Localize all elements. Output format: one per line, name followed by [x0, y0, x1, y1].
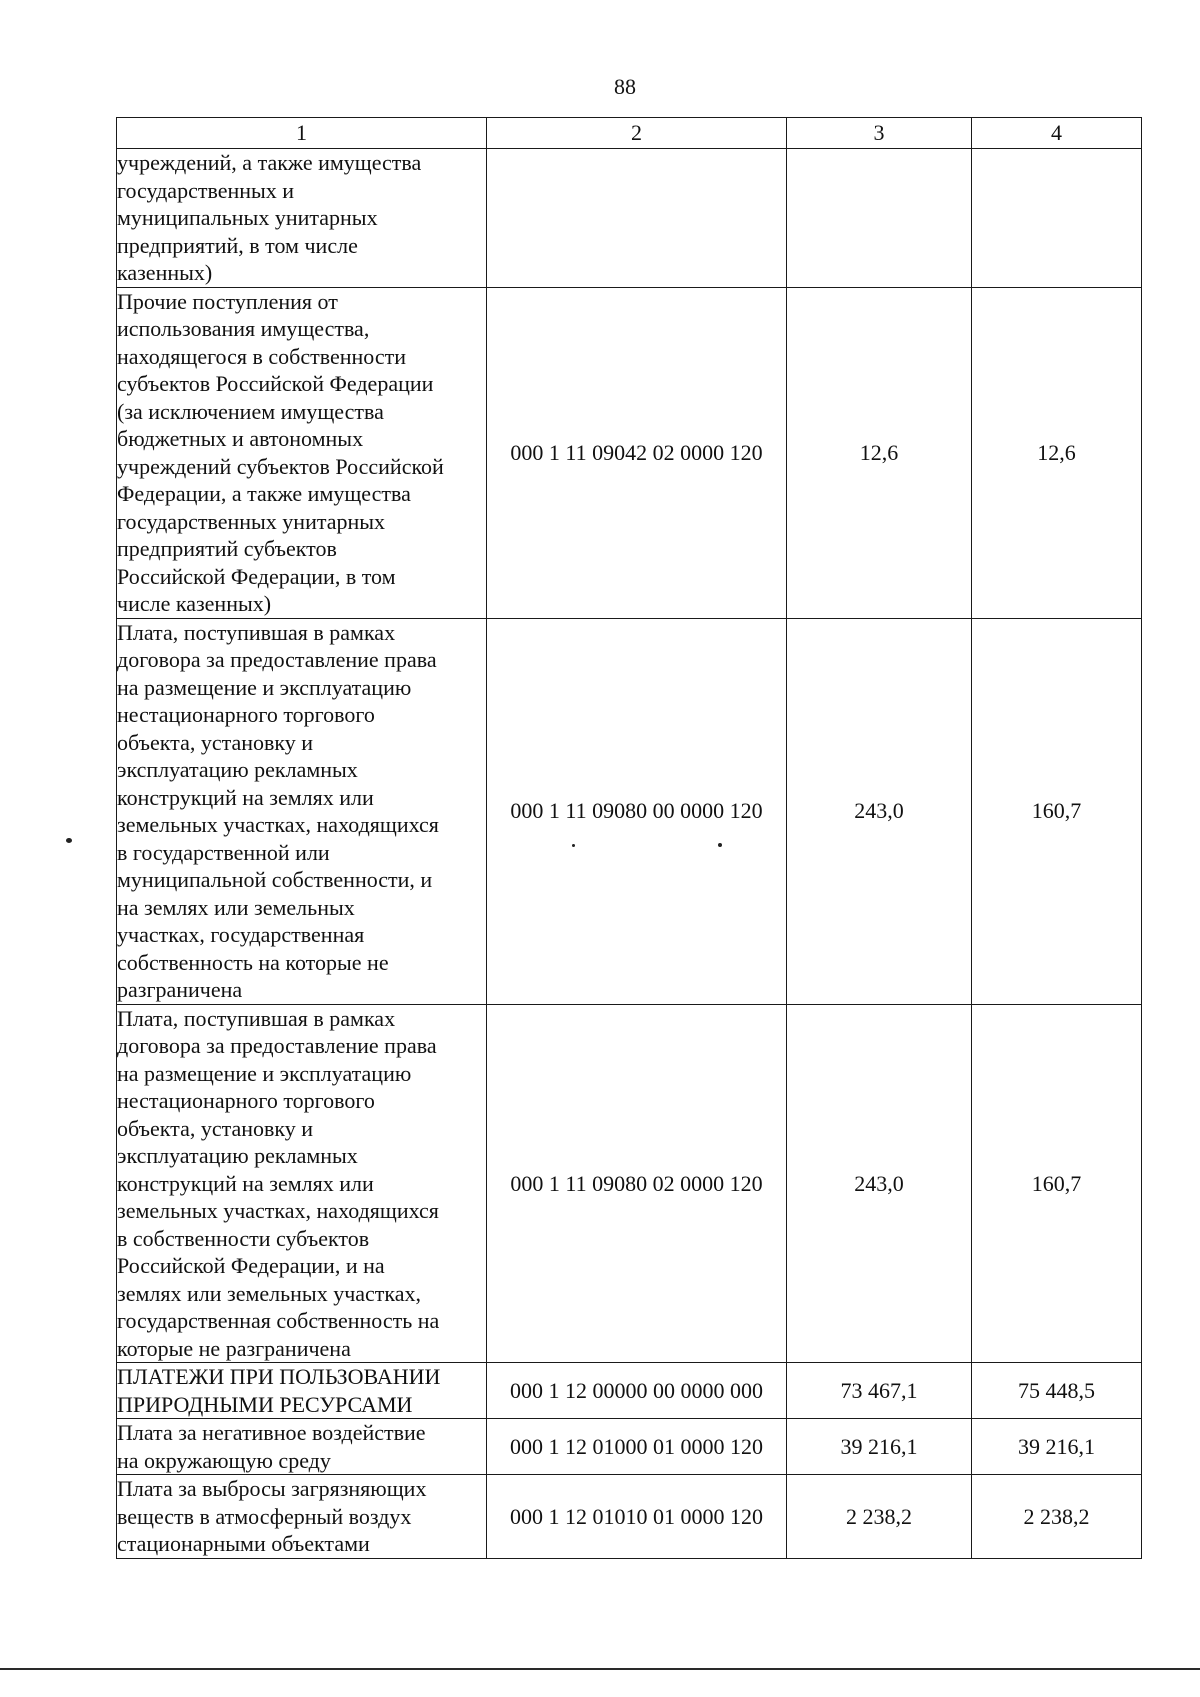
row-col4-cell: 12,6	[972, 287, 1142, 618]
row-col3-cell: 39 216,1	[787, 1419, 972, 1475]
row-name-line: на размещение и эксплуатацию	[117, 1060, 412, 1086]
row-code-cell: 000 1 11 09080 00 0000 120	[487, 618, 787, 1004]
table-row	[117, 618, 1142, 1004]
row-name-line: участках, государственная	[117, 922, 365, 947]
row-name-line: стационарными объектами	[117, 1531, 370, 1556]
row-col3-cell	[787, 149, 972, 288]
row-name-line: которые не разграничена	[117, 1335, 351, 1361]
row-name-line: разграничена	[117, 977, 243, 1002]
row-name-line: договора за предоставление права	[117, 1033, 437, 1058]
row-name-line: Плата, поступившая в рамках	[117, 1005, 396, 1031]
row-col4-cell: 160,7	[972, 1004, 1142, 1363]
table-row	[117, 1004, 1142, 1363]
row-name-line: нестационарного торгового	[117, 1088, 375, 1113]
row-name-line: муниципальных унитарных	[117, 205, 378, 230]
row-name-line: в собственности субъектов	[117, 1225, 370, 1251]
row-name-line: Федерации, а также имущества	[117, 481, 411, 506]
revenue-table	[116, 117, 1142, 1559]
header-col-4: 4	[972, 118, 1142, 149]
row-col3-cell: 12,6	[787, 287, 972, 618]
row-col4-cell: 160,7	[972, 618, 1142, 1004]
scan-speck	[572, 844, 575, 847]
row-name-cell	[117, 1004, 487, 1363]
row-name-line: Российской Федерации, и на	[117, 1253, 385, 1278]
row-name-cell	[117, 149, 487, 288]
row-name-line: земельных участках, находящихся	[117, 812, 439, 837]
row-name-line: Российской Федерации, в том	[117, 563, 396, 589]
row-name-line: Плата за негативное воздействие	[117, 1420, 426, 1445]
row-col3-cell: 2 238,2	[787, 1475, 972, 1559]
row-name-line: казенных)	[117, 260, 213, 285]
row-name-line: муниципальной собственности, и	[117, 867, 433, 892]
row-col3-cell: 243,0	[787, 618, 972, 1004]
header-col-2: 2	[487, 118, 787, 149]
table-row	[117, 1475, 1142, 1559]
row-col4-cell	[972, 149, 1142, 288]
scan-speck	[718, 843, 722, 847]
row-col4-cell: 39 216,1	[972, 1419, 1142, 1475]
row-name-line: на землях или земельных	[117, 894, 355, 920]
table-row	[117, 1363, 1142, 1419]
row-name-line: предприятий, в том числе	[117, 232, 358, 258]
row-col3-cell: 243,0	[787, 1004, 972, 1363]
row-name-line: объекта, установку и	[117, 1115, 314, 1141]
row-name-line: (за исключением имущества	[117, 398, 384, 424]
row-name-line: Прочие поступления от	[117, 288, 338, 314]
row-col3-cell: 73 467,1	[787, 1363, 972, 1419]
row-name-line: договора за предоставление права	[117, 647, 437, 672]
row-name-line: государственных и	[117, 177, 295, 203]
scan-speck	[66, 838, 72, 843]
row-name-cell	[117, 1475, 487, 1559]
row-name-line: на окружающую среду	[117, 1447, 331, 1473]
row-name-line: числе казенных)	[117, 591, 272, 616]
row-name-line: конструкций на землях или	[117, 784, 374, 810]
table-row	[117, 149, 1142, 288]
row-name-line: землях или земельных участках,	[117, 1280, 422, 1306]
row-col4-cell: 75 448,5	[972, 1363, 1142, 1419]
row-name-line: субъектов Российской Федерации	[117, 371, 434, 396]
row-name-line: предприятий субъектов	[117, 536, 337, 561]
row-code-cell	[487, 149, 787, 288]
row-name-line: Плата за выбросы загрязняющих	[117, 1476, 427, 1501]
row-name-cell	[117, 287, 487, 618]
row-name-line: эксплуатацию рекламных	[117, 757, 358, 782]
row-name-line: государственных унитарных	[117, 508, 386, 534]
row-name-line: на размещение и эксплуатацию	[117, 674, 412, 700]
row-name-line: учреждений, а также имущества	[117, 150, 422, 175]
row-name-line: бюджетных и автономных	[117, 426, 364, 451]
header-col-3: 3	[787, 118, 972, 149]
row-name-line: Плата, поступившая в рамках	[117, 619, 396, 645]
row-name-line: находящегося в собственности	[117, 343, 406, 369]
row-code-cell: 000 1 12 01000 01 0000 120	[487, 1419, 787, 1475]
row-name-line: в государственной или	[117, 839, 330, 865]
row-code-cell: 000 1 11 09042 02 0000 120	[487, 287, 787, 618]
row-name-line: объекта, установку и	[117, 729, 314, 755]
bottom-rule	[0, 1668, 1200, 1670]
row-name-line: эксплуатацию рекламных	[117, 1143, 358, 1168]
row-name-line: земельных участках, находящихся	[117, 1198, 439, 1223]
header-col-1: 1	[117, 118, 487, 149]
row-name-line: использования имущества,	[117, 316, 370, 341]
table-row	[117, 1419, 1142, 1475]
row-name-cell	[117, 618, 487, 1004]
row-name-line: веществ в атмосферный воздух	[117, 1503, 412, 1529]
row-name-line: нестационарного торгового	[117, 702, 375, 727]
table-header-row	[117, 118, 1142, 149]
row-name-line: ПРИРОДНЫМИ РЕСУРСАМИ	[117, 1391, 413, 1417]
row-code-cell: 000 1 11 09080 02 0000 120	[487, 1004, 787, 1363]
row-name-line: учреждений субъектов Российской	[117, 453, 444, 479]
row-name-line: ПЛАТЕЖИ ПРИ ПОЛЬЗОВАНИИ	[117, 1364, 441, 1389]
row-code-cell: 000 1 12 01010 01 0000 120	[487, 1475, 787, 1559]
row-name-line: государственная собственность на	[117, 1308, 440, 1333]
row-name-cell	[117, 1363, 487, 1419]
page-number: 88	[614, 74, 636, 99]
table-row	[117, 287, 1142, 618]
row-code-cell: 000 1 12 00000 00 0000 000	[487, 1363, 787, 1419]
row-name-cell	[117, 1419, 487, 1475]
row-col4-cell: 2 238,2	[972, 1475, 1142, 1559]
row-name-line: конструкций на землях или	[117, 1170, 374, 1196]
row-name-line: собственность на которые не	[117, 949, 389, 975]
